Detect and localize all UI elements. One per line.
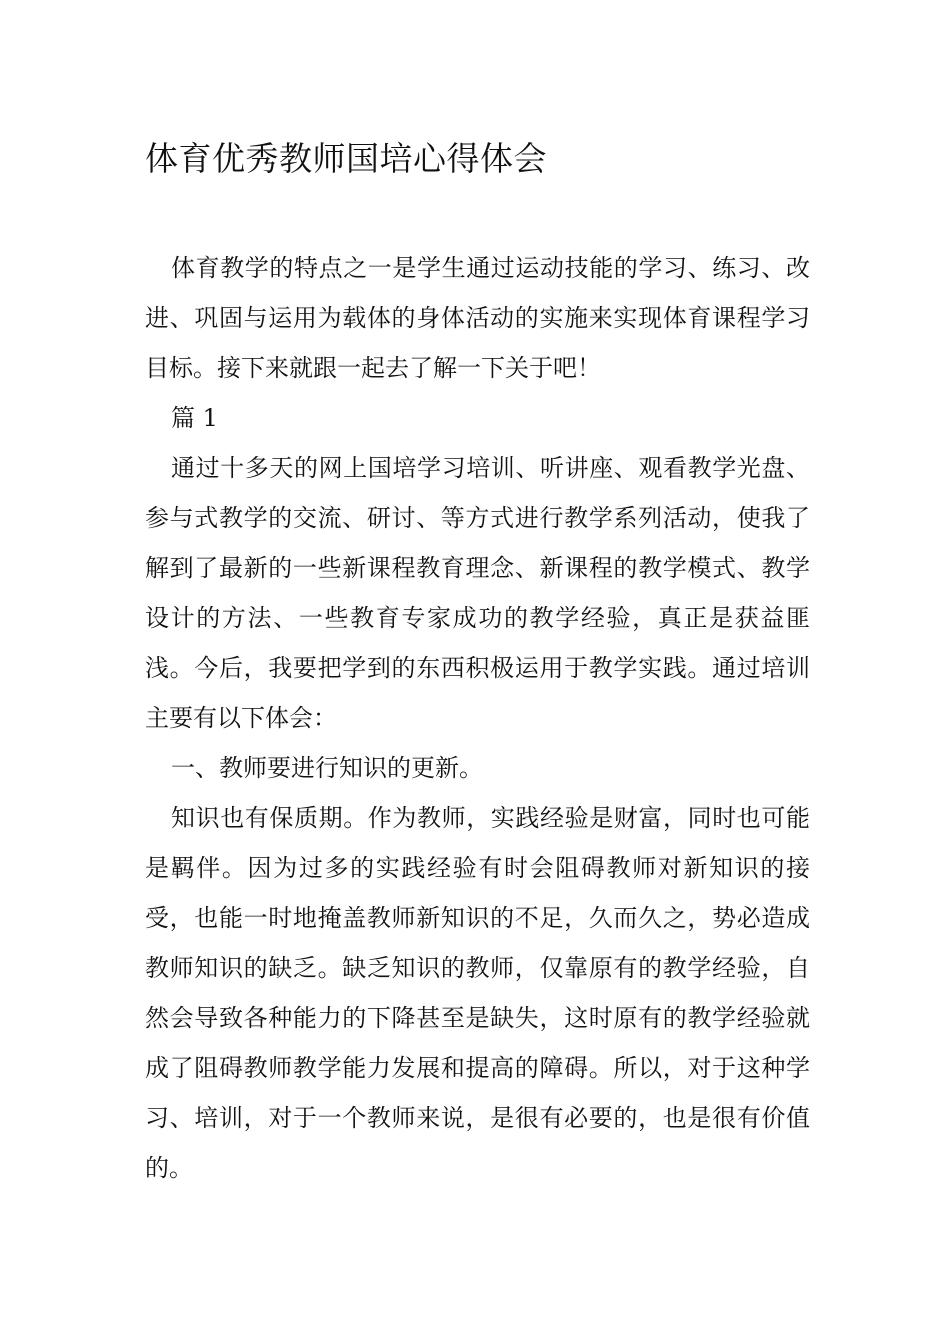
paragraph-knowledge-shelf-life: 知识也有保质期。作为教师，实践经验是财富，同时也可能是羁伴。因为过多的实践经验有时会阻碍教师对新知识的接受，也能一时地掩盖教师新知识的不足，久而久之，势必造成教师知识的缺乏。缺乏知识的教师，仅靠原有的教学经验，自然会导致各种能力的下降甚至是缺失，这时原有的教学经验就成了阻碍教师教学能力发展和提高的障碍。所以，对于这种学习、培训，对于一个教师来说，是很有必要的，也是很有价值的。 <box>145 804 810 1182</box>
paragraph-heading-knowledge-update: 一、教师要进行知识的更新。 <box>171 754 483 782</box>
document-title: 体育优秀教师国培心得体会 <box>145 139 547 178</box>
document-body <box>145 243 810 1193</box>
section-label: 篇 1 <box>171 404 218 432</box>
paragraph-intro: 体育教学的特点之一是学生通过运动技能的学习、练习、改进、巩固与运用为载体的身体活动的实施来实现体育课程学习目标。接下来就跟一起去了解一下关于吧！ <box>145 254 810 382</box>
paragraph-training-summary: 通过十多天的网上国培学习培训、听讲座、观看教学光盘、参与式教学的交流、研讨、等方式进行教学系列活动，使我了解到了最新的一些新课程教育理念、新课程的教学模式、教学设计的方法、一些教育专家成功的教学经验，真正是获益匪浅。今后，我要把学到的东西积极运用于教学实践。通过培训主要有以下体会： <box>145 454 810 732</box>
